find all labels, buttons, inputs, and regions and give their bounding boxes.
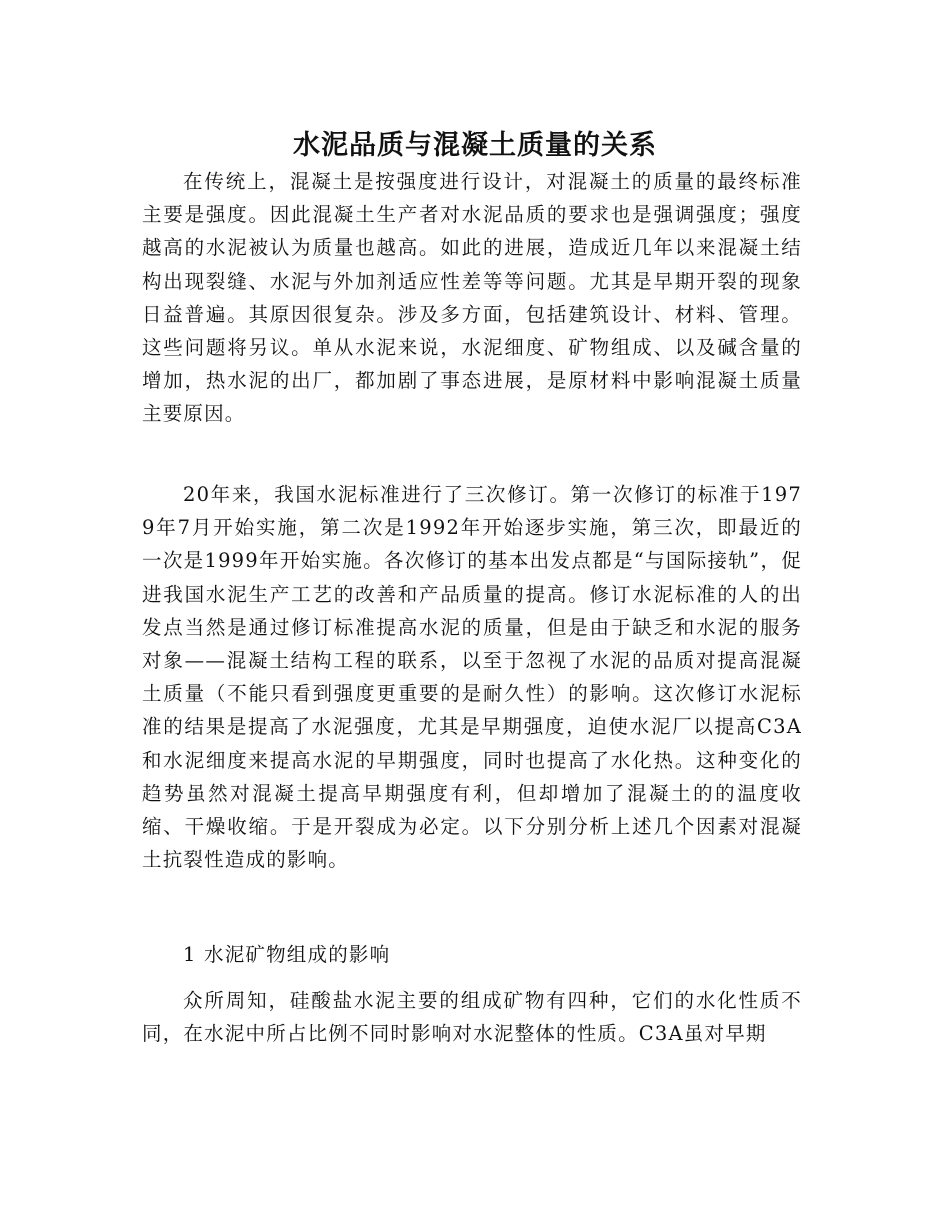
section-heading: 1 水泥矿物组成的影响 bbox=[183, 943, 391, 966]
document-title: 水泥品质与混凝土质量的关系 bbox=[293, 130, 657, 162]
paragraph-intro: 在传统上，混凝土是按强度进行设计，对混凝土的质量的最终标准主要是强度。因此混凝土生产者对水泥品质的要求也是强调强度；强度越高的水泥被认为质量也越高。如此的进展，造成近几年以来混凝土结构出现裂缝、水泥与外加剂适应性差等等问题。尤其是早期开裂的现象日益普遍。其原因很复杂。涉及多方面，包括建筑设计、材料、管理。这些问题将另议。单从水泥来说，水泥细度、矿物组成、以及碱含量的增加，热水泥的出厂，都加剧了事态进展，是原材料中影响混凝土质量主要原因。 bbox=[142, 170, 802, 426]
paragraph-mineral-composition: 众所周知，硅酸盐水泥主要的组成矿物有四种，它们的水化性质不同，在水泥中所占比例不同时影响对水泥整体的性质。C3A虽对早期 bbox=[142, 989, 802, 1046]
paragraph-standards-revision: 20年来，我国水泥标准进行了三次修订。第一次修订的标准于1979年7月开始实施，第二次是1992年开始逐步实施，第三次，即最近的一次是1999年开始实施。各次修订的基本出发点都是“与国际接轨”，促进我国水泥生产工艺的改善和产品质量的提高。修订水泥标准的人的出发点当然是通过修订标准提高水泥的质量，但是由于缺乏和水泥的服务对象——混凝土结构工程的联系，以至于忽视了水泥的品质对提高混凝土质量（不能只看到强度更重要的是耐久性）的影响。这次修订水泥标准的结果是提高了水泥强度，尤其是早期强度，迫使水泥厂以提高C3A和水泥细度来提高水泥的早期强度，同时也提高了水化热。这种变化的趋势虽然对混凝土提高早期强度有利，但却增加了混凝土的的温度收缩、干燥收缩。于是开裂成为必定。以下分别分析上述几个因素对混凝土抗裂性造成的影响。 bbox=[142, 483, 802, 872]
